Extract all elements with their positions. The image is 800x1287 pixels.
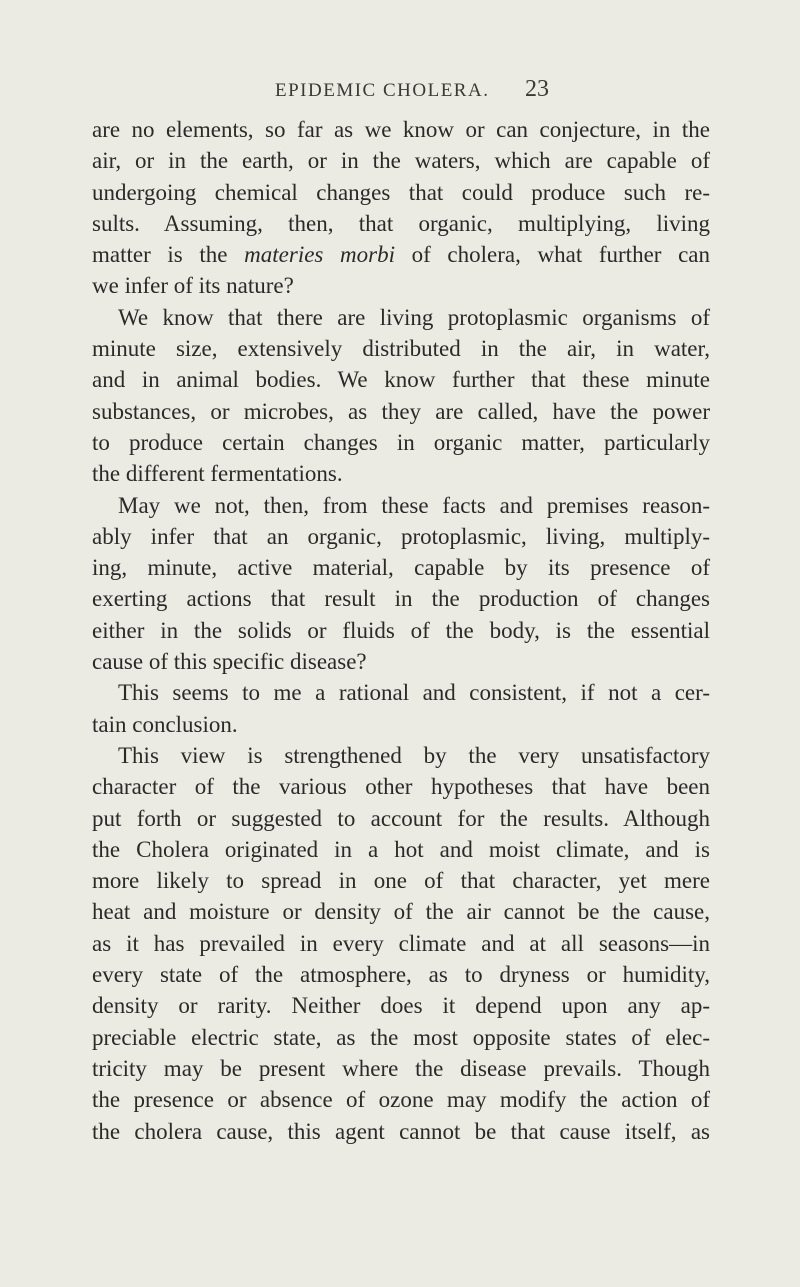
text-line: tain conclusion.	[92, 711, 238, 737]
text-line: as it has prevailed in every climate and at all seasons—in	[92, 930, 710, 956]
running-title: EPIDEMIC CHOLERA.	[275, 80, 490, 101]
text-line: We know that there are living protoplasmic organisms of	[118, 304, 710, 330]
text-fragment: matter is the	[92, 242, 228, 268]
text-line: character of the various other hypotheses that have been	[92, 774, 710, 800]
text-line: sults. Assuming, then, that organic, multiplying, living	[92, 210, 710, 236]
text-line: This seems to me a rational and consistent, if not a cer-	[118, 680, 710, 706]
text-line: minute size, extensively distributed in the air, in water,	[92, 336, 710, 362]
text-line: the cholera cause, this agent cannot be that cause itself, as	[92, 1118, 710, 1144]
text-line: undergoing chemical changes that could produce such re-	[92, 179, 710, 205]
text-line: every state of the atmosphere, as to dryness or humidity,	[92, 962, 710, 988]
text-line	[92, 239, 710, 270]
text-line: ably infer that an organic, protoplasmic, living, multiply-	[92, 523, 710, 549]
text-line: the different fermentations.	[92, 461, 343, 487]
text-line: put forth or suggested to account for the results. Although	[92, 805, 710, 831]
text-fragment: of cholera, what further can	[411, 242, 711, 268]
text-line: are no elements, so far as we know or can conjecture, in the	[92, 117, 710, 142]
body-text	[92, 114, 710, 1147]
text-line: This view is strengthened by the very unsatisfactory	[118, 742, 710, 768]
text-line: cause of this specific disease?	[92, 649, 367, 675]
text-line: more likely to spread in one of that character, yet mere	[92, 868, 710, 894]
text-line: tricity may be present where the disease prevails. Though	[92, 1055, 710, 1081]
text-line: substances, or microbes, as they are called, have the power	[92, 398, 710, 424]
text-line: air, or in the earth, or in the waters, which are capable of	[92, 148, 710, 174]
text-line: heat and moisture or density of the air cannot be the cause,	[92, 899, 710, 925]
text-line: and in animal bodies. We know further that these minute	[92, 367, 710, 393]
text-line: preciable electric state, as the most opposite states of elec-	[92, 1024, 710, 1050]
text-line: the Cholera originated in a hot and moist climate, and is	[92, 836, 710, 862]
text-line: we infer of its nature?	[92, 273, 294, 299]
text-line: ing, minute, active material, capable by its presence of	[92, 555, 710, 581]
page-number: 23	[525, 76, 549, 102]
text-line: exerting actions that result in the production of changes	[92, 586, 710, 612]
italic-term: materies morbi	[244, 242, 395, 268]
text-line: density or rarity. Neither does it depend upon any ap-	[92, 993, 710, 1019]
text-line: May we not, then, from these facts and premises reason-	[118, 492, 710, 518]
text-line: either in the solids or fluids of the body, is the essential	[92, 617, 710, 643]
text-line: the presence or absence of ozone may modify the action of	[92, 1087, 710, 1113]
text-line: to produce certain changes in organic matter, particularly	[92, 429, 710, 455]
